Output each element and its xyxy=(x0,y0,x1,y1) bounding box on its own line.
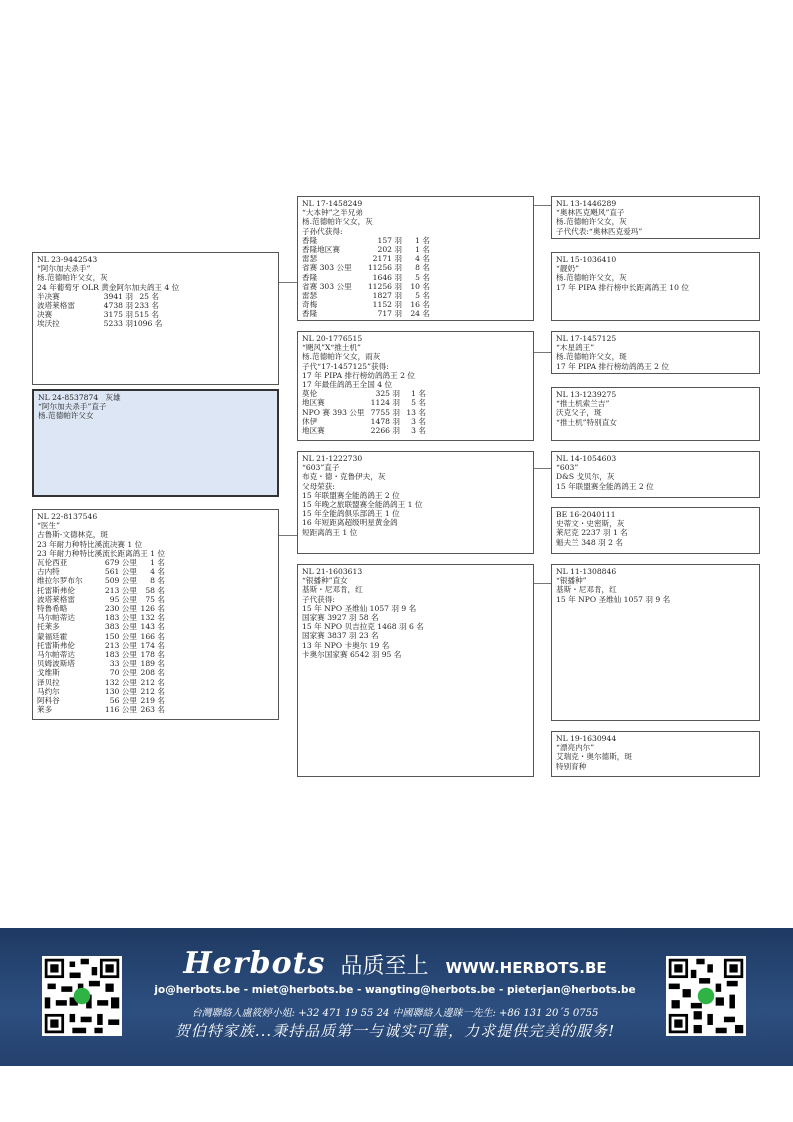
bird-name: “医生” xyxy=(37,521,60,531)
race-count: 132 公里 xyxy=(104,677,137,687)
achievement: 15 年晚之旅联盟赛全能鸽鸽王 1 位 xyxy=(302,500,423,510)
ring-number: NL 22-8137546 xyxy=(37,512,98,521)
note: 父母荣获: xyxy=(302,481,335,491)
ring-number: NL 24-8537874 灰雄 xyxy=(38,393,121,402)
ring-number: NL 13-1239275 xyxy=(556,390,617,399)
race-count: 1478 羽 xyxy=(370,416,400,426)
result-row xyxy=(37,668,274,677)
result-row xyxy=(37,586,274,595)
ring-number: NL 17-1458249 xyxy=(302,199,363,208)
result-row xyxy=(37,622,274,631)
race-location: 马尔帕蒂达 xyxy=(37,650,75,660)
race-rank: 4 名 xyxy=(150,567,165,577)
result-row xyxy=(37,558,274,567)
race-location: 地区赛 xyxy=(302,426,325,436)
race-rank: 3 名 xyxy=(411,426,426,436)
breeder: 艾瑞克・奥尔德斯，斑 xyxy=(556,752,632,762)
result-row xyxy=(37,632,274,641)
race-location: 蒙福廷霍 xyxy=(37,631,68,641)
ring-number: NL 15-1036410 xyxy=(556,255,617,264)
race-location: 省赛 303 公里 xyxy=(302,263,352,273)
race-rank: 8 名 xyxy=(150,576,165,586)
race-rank: 132 名 xyxy=(140,613,165,623)
race-location: NPO 赛 393 公里 xyxy=(302,407,365,417)
race-rank: 5 名 xyxy=(415,272,430,282)
result-row xyxy=(37,319,274,328)
race-location: 波塔莱格雷 xyxy=(37,594,75,604)
race-count: 157 羽 xyxy=(377,235,402,245)
breeder: 沃克父子，斑 xyxy=(556,408,602,418)
bird-name: “飓风”X“推土机” xyxy=(302,343,361,353)
race-count: 183 公里 xyxy=(104,613,137,623)
race-rank: 4 名 xyxy=(415,254,430,264)
result-row xyxy=(302,273,529,282)
race-count: 561 公里 xyxy=(104,567,137,577)
achievement: 莱尼克 2237 羽 1 名 xyxy=(556,528,628,538)
race-rank: 189 名 xyxy=(140,659,165,669)
note: 子孙代获得: xyxy=(302,226,343,236)
bird-name: “阿尔加夫杀手”直子 xyxy=(38,402,107,412)
race-rank: 126 名 xyxy=(140,604,165,614)
race-location: 泽贝拉 xyxy=(37,677,60,687)
race-count: 1124 羽 xyxy=(370,398,400,408)
race-location: 维拉尔罗布尔 xyxy=(37,576,83,586)
race-rank: 178 名 xyxy=(140,650,165,660)
connector-line xyxy=(533,468,551,469)
pedigree-subject xyxy=(32,389,279,497)
pedigree-dss xyxy=(551,451,760,498)
result-row xyxy=(302,236,529,245)
achievement: 17 年 PIPA 排行榜幼鸽鸽王 2 位 xyxy=(302,370,415,380)
race-location: 阿科谷 xyxy=(37,696,60,706)
qr-code-icon xyxy=(666,956,746,1036)
pedigree-dds xyxy=(551,564,760,721)
race-location: 马约尔 xyxy=(37,686,60,696)
race-location: 埃沃拉 xyxy=(37,319,60,329)
result-row xyxy=(37,650,274,659)
breeder: 杨.范德帕许父女，灰 xyxy=(37,273,108,283)
footer-banner xyxy=(0,928,793,1066)
herbots-logo: Herbots xyxy=(183,946,326,981)
race-count: 5233 羽 xyxy=(103,319,133,329)
race-location: 香隆 xyxy=(302,235,318,245)
race-count: 95 公里 xyxy=(109,594,137,604)
race-location: 雷瑟 xyxy=(302,254,318,264)
achievement: 短距离鸽王 1 位 xyxy=(302,527,358,537)
race-count: 150 公里 xyxy=(104,631,137,641)
race-location: 莫伦 xyxy=(302,389,318,399)
race-location: 瓦伦西亚 xyxy=(37,558,68,568)
result-row xyxy=(37,678,274,687)
pedigree-dam-dam xyxy=(297,564,534,777)
race-rank: 75 名 xyxy=(145,594,165,604)
race-location: 决赛 xyxy=(37,310,53,320)
ring-number: NL 11-1308846 xyxy=(556,567,617,576)
race-count: 2171 羽 xyxy=(372,254,402,264)
race-count: 11256 羽 xyxy=(367,281,402,291)
result-row xyxy=(37,705,274,714)
bird-name: “靓奶” xyxy=(556,264,579,274)
breeder: 杨.范德帕许父女，灰 xyxy=(556,217,627,227)
ring-number: BE 16-2040111 xyxy=(556,510,616,519)
result-row xyxy=(37,641,274,650)
result-row xyxy=(37,604,274,613)
qr-code-icon xyxy=(42,956,122,1036)
results-list xyxy=(302,236,529,319)
race-count: 1152 羽 xyxy=(372,300,402,310)
note: 特别育种 xyxy=(556,761,587,771)
ring-number: NL 23-9442543 xyxy=(37,255,98,264)
race-location: 莱多 xyxy=(37,705,53,715)
achievement: 子代代表:“奥林匹克爱玛” xyxy=(556,226,643,236)
pedigree-sdd xyxy=(551,387,760,441)
ring-number: NL 17-1457125 xyxy=(556,334,617,343)
race-count: 11256 羽 xyxy=(367,263,402,273)
race-count: 509 公里 xyxy=(104,576,137,586)
result-row xyxy=(302,282,529,291)
race-count: 70 公里 xyxy=(109,668,137,678)
race-location: 省赛 303 公里 xyxy=(302,281,352,291)
race-count: 213 公里 xyxy=(104,640,137,650)
connector-line xyxy=(279,282,297,283)
breeder: 杨.范德帕许父女，灰 xyxy=(556,273,627,283)
race-location: 雷瑟 xyxy=(302,291,318,301)
phone-contacts: 台灣聯絡人盧筱婷小姐: +32 471 19 55 24 中國聯絡人邊睐一先生: +86 131 20´5 0755 xyxy=(191,1008,599,1019)
website-link[interactable]: WWW.HERBOTS.BE xyxy=(445,959,607,977)
bird-name: “阿尔加夫杀手” xyxy=(37,264,91,274)
connector-line xyxy=(533,352,551,353)
achievement: 卡奥尔国家赛 6542 羽 95 名 xyxy=(302,649,402,659)
pedigree-dam xyxy=(32,509,279,720)
race-location: 托莱多 xyxy=(37,622,60,632)
achievement: 17 年 PIPA 排行榜中长距离鸽王 10 位 xyxy=(556,282,689,292)
ring-number: NL 21-1222730 xyxy=(302,454,363,463)
achievement: 国家赛 3837 羽 23 名 xyxy=(302,631,379,641)
race-location: 香隆地区赛 xyxy=(302,245,340,255)
bird-name: “漂亮内尔” xyxy=(556,743,595,753)
results-list xyxy=(37,292,274,329)
result-row xyxy=(302,426,529,435)
race-rank: 1 名 xyxy=(411,389,426,399)
race-rank: 219 名 xyxy=(140,696,165,706)
result-row xyxy=(37,696,274,705)
qr-code-left[interactable] xyxy=(42,956,122,1036)
race-location: 半决赛 xyxy=(37,291,60,301)
race-count: 213 公里 xyxy=(104,585,137,595)
race-count: 230 公里 xyxy=(104,604,137,614)
race-count: 717 羽 xyxy=(377,309,402,319)
ring-number: NL 21-1603613 xyxy=(302,567,363,576)
result-row xyxy=(302,263,529,272)
achievement: 15 年联盟赛全能鸽鸽王 2 位 xyxy=(302,490,400,500)
race-location: 托雷斯弗伦 xyxy=(37,585,75,595)
race-location: 贝姆波斯塔 xyxy=(37,659,75,669)
pedigree-sss xyxy=(551,196,760,239)
breeder: 杨.范德帕许父女，雨灰 xyxy=(302,352,381,362)
result-row xyxy=(37,687,274,696)
race-location: 地区赛 xyxy=(302,398,325,408)
race-count: 1646 羽 xyxy=(372,272,402,282)
race-rank: 10 名 xyxy=(410,281,430,291)
race-rank: 233 名 xyxy=(134,301,159,311)
achievement: “推土机”特别直女 xyxy=(556,417,617,427)
breeder: 杨.范德帕许父女，斑 xyxy=(556,352,627,362)
race-count: 116 公里 xyxy=(104,705,137,715)
ring-number: NL 20-1776515 xyxy=(302,334,363,343)
race-count: 3175 羽 xyxy=(103,310,133,320)
achievement: 24 年葡萄牙 OLR 黄金阿尔加夫鸽王 4 位 xyxy=(37,282,180,292)
achievement: 15 年全能鸽俱乐部鸽王 1 位 xyxy=(302,509,400,519)
result-row xyxy=(302,309,529,318)
race-count: 33 公里 xyxy=(109,659,137,669)
race-count: 183 公里 xyxy=(104,650,137,660)
race-location: 香隆 xyxy=(302,309,318,319)
race-rank: 5 名 xyxy=(411,398,426,408)
bird-name: “银播种” xyxy=(556,576,587,586)
result-row xyxy=(37,292,274,301)
achievement: 15 年 NPO 贝吉拉克 1468 羽 6 名 xyxy=(302,622,424,632)
race-rank: 58 名 xyxy=(145,585,165,595)
result-row xyxy=(302,408,529,417)
bird-name: “银播种”直女 xyxy=(302,576,348,586)
race-count: 325 羽 xyxy=(375,389,400,399)
race-rank: 212 名 xyxy=(140,677,165,687)
race-location: 奇梅 xyxy=(302,300,318,310)
race-location: 特鲁希略 xyxy=(37,604,68,614)
race-count: 7755 羽 xyxy=(370,407,400,417)
note: 子代“17-1457125”获得: xyxy=(302,361,389,371)
achievement: 13 年 NPO 卡奥尔 19 名 xyxy=(302,640,390,650)
brand-line xyxy=(150,946,640,981)
note: 子代获得: xyxy=(302,594,335,604)
breeder: 古鲁斯-文德林克，斑 xyxy=(37,530,108,540)
achievement: 15 年联盟赛全能鸽鸽王 2 位 xyxy=(556,481,654,491)
achievement: 15 年 NPO 圣维仙 1057 羽 9 名 xyxy=(556,594,671,604)
race-location: 休伊 xyxy=(302,416,318,426)
result-row xyxy=(37,576,274,585)
achievement: 魁夫兰 348 羽 2 名 xyxy=(556,537,623,547)
tagline: 贺伯特家族...秉持品质第一与诚实可靠，力求提供完美的服务! xyxy=(174,1022,616,1040)
bird-name: “大本钟”之半兄弟 xyxy=(302,208,363,218)
bird-name: “603” xyxy=(556,463,579,473)
bird-name: “木星鸽王” xyxy=(556,343,595,353)
bird-name: “奥林匹克飓风”直子 xyxy=(556,208,625,218)
race-rank: 1096 名 xyxy=(133,319,163,329)
race-rank: 25 名 xyxy=(139,291,159,301)
race-rank: 16 名 xyxy=(410,300,430,310)
achievement: 17 年最佳鸽鸽王全国 4 位 xyxy=(302,380,393,390)
pedigree-sire xyxy=(32,252,279,385)
race-location: 托雷斯弗伦 xyxy=(37,640,75,650)
race-location: 戈维斯 xyxy=(37,668,60,678)
race-count: 130 公里 xyxy=(104,686,137,696)
race-count: 679 公里 xyxy=(104,558,137,568)
pedigree-sire-sire xyxy=(297,196,534,321)
breeder: D&S 戈贝尔，灰 xyxy=(556,472,615,482)
race-location: 香隆 xyxy=(302,272,318,282)
race-rank: 5 名 xyxy=(415,291,430,301)
result-row xyxy=(302,398,529,407)
ring-number: NL 13-1446289 xyxy=(556,199,617,208)
race-count: 56 公里 xyxy=(109,696,137,706)
qr-code-right[interactable] xyxy=(666,956,746,1036)
breeder: 史蒂文・史密斯，灰 xyxy=(556,519,625,529)
ring-number: NL 14-1054603 xyxy=(556,454,617,463)
achievement: 16 年短距离超级明星黄金鸽 xyxy=(302,518,398,528)
pedigree-sds xyxy=(551,331,760,374)
breeder: 基斯・尼邓肯，红 xyxy=(556,585,617,595)
race-rank: 515 名 xyxy=(134,310,159,320)
race-rank: 1 名 xyxy=(150,558,165,568)
race-count: 202 羽 xyxy=(377,245,402,255)
achievement: 国家赛 3927 羽 58 名 xyxy=(302,613,379,623)
result-row xyxy=(37,595,274,604)
achievement: 23 年耐力种特比溪流长距离鸽王 1 位 xyxy=(37,548,166,558)
connector-line xyxy=(533,583,551,584)
race-count: 4738 羽 xyxy=(103,301,133,311)
results-list xyxy=(302,389,529,435)
bird-name: “推土机索兰吉” xyxy=(556,399,610,409)
pedigree-ddd xyxy=(551,731,760,777)
race-rank: 1 名 xyxy=(415,245,430,255)
race-location: 古内特 xyxy=(37,567,60,577)
pedigree-dam-sire xyxy=(297,451,534,554)
email-contacts[interactable]: jo@herbots.be - miet@herbots.be - wangting@herbots.be - pieterjan@herbots.be xyxy=(154,984,636,996)
connector-line xyxy=(279,535,297,536)
race-location: 马尔帕蒂达 xyxy=(37,613,75,623)
pedigree-dsd xyxy=(551,507,760,554)
bird-name: “603”直子 xyxy=(302,463,340,473)
result-row xyxy=(37,301,274,310)
race-count: 383 公里 xyxy=(104,622,137,632)
result-row xyxy=(302,417,529,426)
achievement: 15 年 NPO 圣维仙 1057 羽 9 名 xyxy=(302,603,417,613)
breeder: 杨.范德帕许父女 xyxy=(38,411,94,421)
results-list xyxy=(37,558,274,714)
result-row xyxy=(302,291,529,300)
race-rank: 24 名 xyxy=(410,309,430,319)
connector-line xyxy=(533,205,551,206)
race-rank: 208 名 xyxy=(140,668,165,678)
race-count: 1827 羽 xyxy=(372,291,402,301)
slogan: 品质至上 xyxy=(340,954,429,979)
race-rank: 1 名 xyxy=(415,235,430,245)
race-rank: 3 名 xyxy=(411,416,426,426)
breeder: 布克・德・克鲁伊夫，灰 xyxy=(302,472,386,482)
race-rank: 8 名 xyxy=(415,263,430,273)
breeder: 杨.范德帕许父女，灰 xyxy=(302,217,373,227)
race-rank: 13 名 xyxy=(406,407,426,417)
race-rank: 174 名 xyxy=(140,640,165,650)
breeder: 基斯・尼邓肯，红 xyxy=(302,585,363,595)
race-count: 2266 羽 xyxy=(370,426,400,436)
achievement: 23 年耐力种特比溪流决赛 1 位 xyxy=(37,539,143,549)
race-rank: 263 名 xyxy=(140,705,165,715)
achievement: 17 年 PIPA 排行榜幼鸽鸽王 2 位 xyxy=(556,361,669,371)
race-rank: 166 名 xyxy=(140,631,165,641)
race-count: 3941 羽 xyxy=(103,291,133,301)
race-location: 波塔莱格雷 xyxy=(37,301,75,311)
race-rank: 212 名 xyxy=(140,686,165,696)
pedigree-sire-dam xyxy=(297,331,534,441)
pedigree-ssd xyxy=(551,252,760,321)
ring-number: NL 19-1630944 xyxy=(556,734,617,743)
result-row xyxy=(302,245,529,254)
race-rank: 143 名 xyxy=(140,622,165,632)
